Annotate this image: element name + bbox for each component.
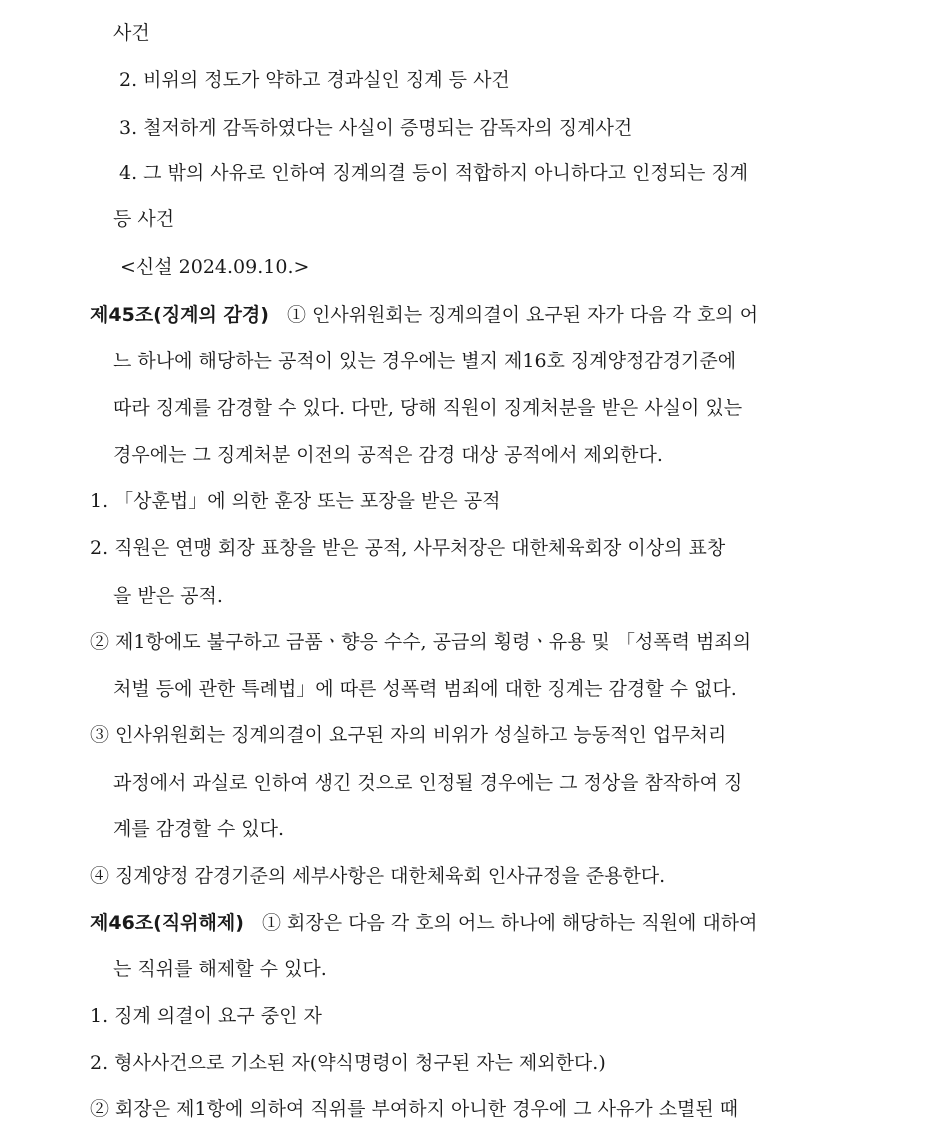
paragraph-4: ④ 징계양정 감경기준의 세부사항은 대한체육회 인사규정을 준용한다. — [90, 865, 666, 887]
list-item: 2. 비위의 정도가 약하고 경과실인 징계 등 사건 — [119, 69, 510, 91]
article-46-heading — [90, 911, 757, 935]
list-item: 3. 철저하게 감독하였다는 사실이 증명되는 감독자의 징계사건 — [119, 117, 633, 139]
list-item: 2. 직원은 연맹 회장 표창을 받은 공적, 사무처장은 대한체육회장 이상의 표창 — [90, 537, 726, 559]
article-text: ① 인사위원회는 징계의결이 요구된 자가 다음 각 호의 어 — [286, 304, 759, 326]
list-item: 1. 「상훈법」에 의한 훈장 또는 포장을 받은 공적 — [90, 490, 501, 512]
article-45-heading — [90, 303, 758, 327]
text-line: 따라 징계를 감경할 수 있다. 다만, 당해 직원이 징계처분을 받은 사실이 있는 — [113, 397, 743, 419]
amendment-note: <신설 2024.09.10.> — [120, 256, 310, 278]
text-line: 느 하나에 해당하는 공적이 있는 경우에는 별지 제16호 징계양정감경기준에 — [113, 350, 737, 372]
text-line: 을 받은 공적. — [113, 585, 223, 607]
paragraph-3: ③ 인사위원회는 징계의결이 요구된 자의 비위가 성실하고 능동적인 업무처리 — [90, 724, 727, 746]
article-title: 제46조(직위해제) — [90, 912, 244, 934]
text-line: 과정에서 과실로 인하여 생긴 것으로 인정될 경우에는 그 정상을 참작하여 징 — [113, 772, 743, 794]
text-line: 처벌 등에 관한 특례법」에 따른 성폭력 범죄에 대한 징계는 감경할 수 없다. — [113, 678, 737, 700]
text-line: 경우에는 그 징계처분 이전의 공적은 감경 대상 공적에서 제외한다. — [113, 444, 663, 466]
paragraph-2: ② 회장은 제1항에 의하여 직위를 부여하지 아니한 경우에 그 사유가 소멸된 때 — [90, 1098, 739, 1120]
text-line: 계를 감경할 수 있다. — [113, 818, 284, 840]
paragraph-2: ② 제1항에도 불구하고 금품ㆍ향응 수수, 공금의 횡령ㆍ유용 및 「성폭력 범죄의 — [90, 631, 752, 653]
text-line: 는 직위를 해제할 수 있다. — [113, 958, 327, 980]
text-line: 사건 — [113, 22, 150, 44]
list-item: 1. 징계 의결이 요구 중인 자 — [90, 1005, 322, 1027]
article-text: ① 회장은 다음 각 호의 어느 하나에 해당하는 직원에 대하여 — [261, 912, 758, 934]
article-title: 제45조(징계의 감경) — [90, 304, 269, 326]
list-item: 4. 그 밖의 사유로 인하여 징계의결 등이 적합하지 아니하다고 인정되는 징계 — [119, 162, 749, 184]
list-item: 2. 형사사건으로 기소된 자(약식명령이 청구된 자는 제외한다.) — [90, 1052, 606, 1074]
text-line: 등 사건 — [113, 208, 175, 230]
